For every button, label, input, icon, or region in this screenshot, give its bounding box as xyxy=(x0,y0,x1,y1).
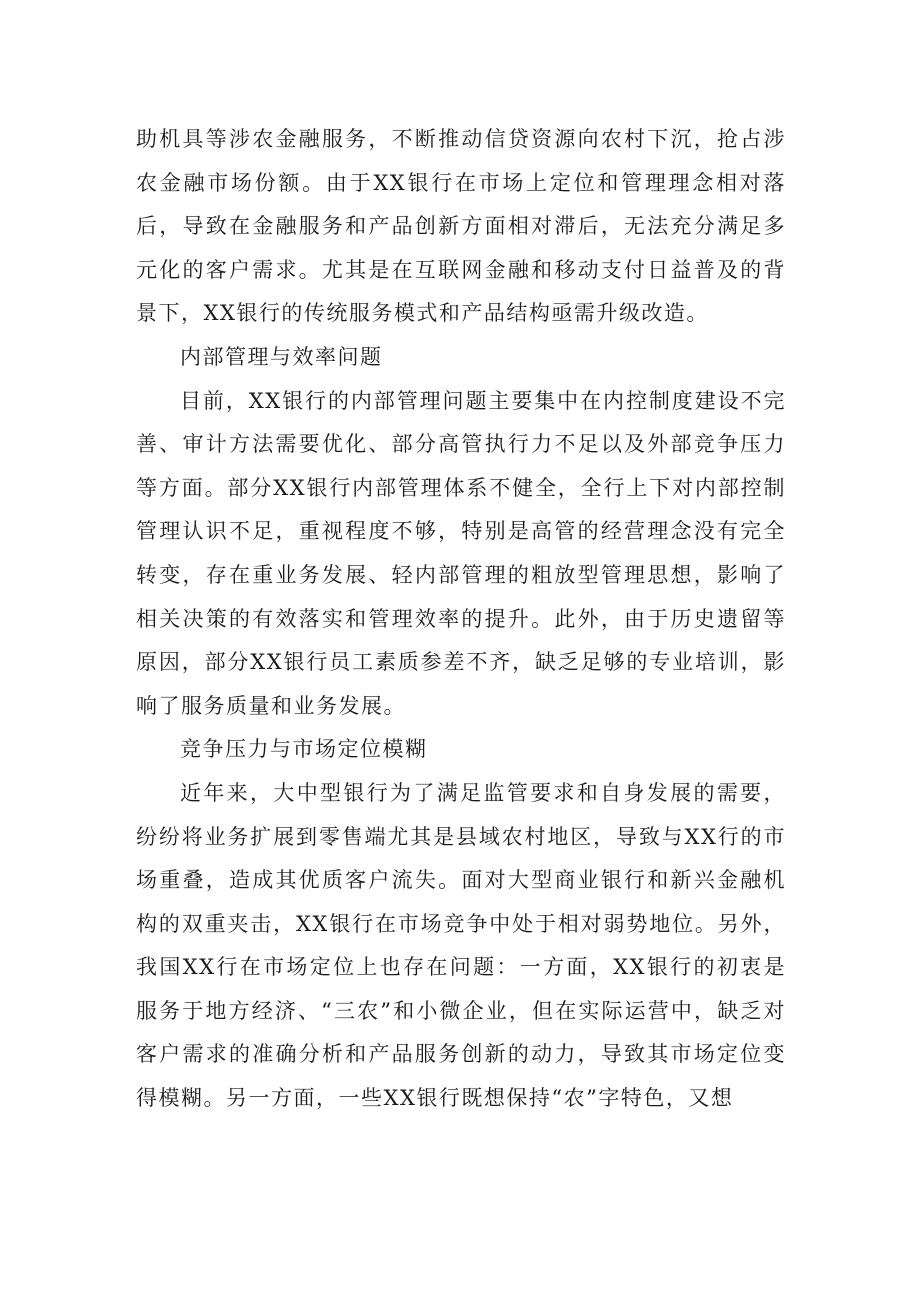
section-heading-competition: 竞争压力与市场定位模糊 xyxy=(180,737,428,762)
paragraph-internal-management: 目前，XX银行的内部管理问题主要集中在内控制度建设不完善、审计方法需要优化、部分高管执行力不足以及外部竞争压力等方面。部分XX银行内部管理体系不健全，全行上下对内部控制管理认识不足，重视程度不够，特别是高管的经营理念没有完全转变，存在重业务发展、轻内部管理的粗放型管理思想，影响了相关决策的有效落实和管理效率的提升。此外，由于历史遗留等原因，部分XX银行员工素质参差不齐，缺乏足够的专业培训，影响了服务质量和业务发展。 xyxy=(136,388,786,718)
paragraph-financial-services: 助机具等涉农金融服务，不断推动信贷资源向农村下沉，抢占涉农金融市场份额。由于XX银行在市场上定位和管理理念相对落后，导致在金融服务和产品创新方面相对滞后，无法充分满足多元化的客户需求。尤其是在互联网金融和移动支付日益普及的背景下，XX银行的传统服务模式和产品结构亟需升级改造。 xyxy=(136,127,786,326)
section-heading-internal-management: 内部管理与效率问题 xyxy=(180,344,383,369)
paragraph-competition: 近年来，大中型银行为了满足监管要求和自身发展的需要，纷纷将业务扩展到零售端尤其是县域农村地区，导致与XX行的市场重叠，造成其优质客户流失。面对大型商业银行和新兴金融机构的双重夹击，XX银行在市场竞争中处于相对弱势地位。另外，我国XX行在市场定位上也存在问题：一方面，XX银行的初衷是服务于地方经济、“三农”和小微企业，但在实际运营中，缺乏对客户需求的准确分析和产品服务创新的动力，导致其市场定位变得模糊。另一方面，一些XX银行既想保持“农”字特色，又想 xyxy=(136,780,786,1111)
document-body xyxy=(136,118,786,1121)
